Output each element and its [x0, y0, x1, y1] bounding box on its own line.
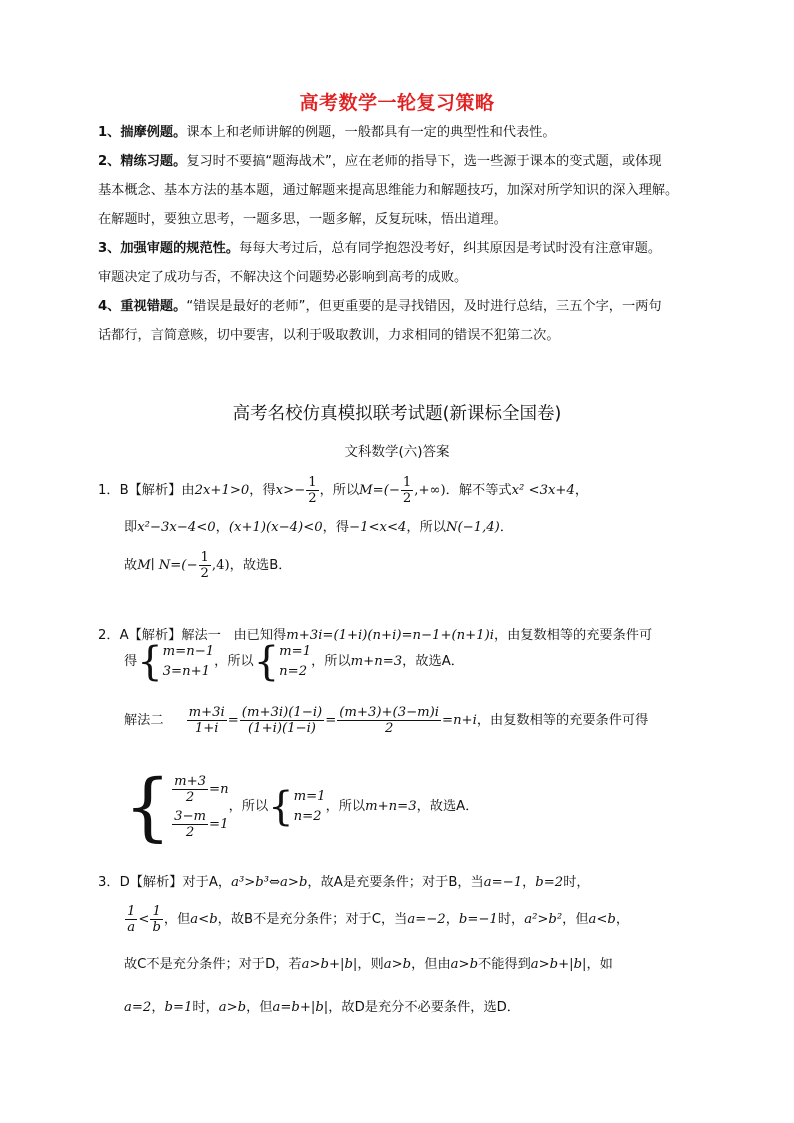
q1-l2-g: ，所以 [406, 520, 446, 535]
q3-line-4 [124, 998, 520, 1018]
strategy-2-line-3: 在解题时，要独立思考，一题多思，一题多解，反复玩味，悟出道理。 [98, 212, 507, 227]
q1-l2-c: ， [215, 520, 229, 535]
q2-system-3-brace: { [124, 764, 172, 850]
q1-text-1: 由 [181, 482, 195, 498]
q2-s3r1-den: 2 [185, 790, 195, 805]
q2-l3-b: =n+i [442, 712, 477, 728]
q2-system-4 [268, 784, 326, 830]
q3-l2-g: 时， [497, 911, 525, 927]
q1-text-4: ．解不等式 [445, 482, 512, 498]
q2-system-2-row-2: n=2 [279, 664, 308, 679]
q2-system-4-brace: { [268, 784, 294, 830]
q1-l3-b: M∣ N=(− [137, 557, 198, 573]
q1-label: 1．B【解析】 [98, 482, 182, 498]
q3-l4-a: a=2 [124, 1000, 152, 1015]
strategy-3-head: 3、加强审题的规范性。 [98, 241, 240, 256]
q2-line-4 [124, 764, 479, 850]
q2-s3r1-num: m+3 [174, 774, 207, 789]
q1-l3-a: 故 [124, 557, 138, 573]
q2-text-1: 由已知得 [233, 628, 287, 643]
q2-l4-b: ，所以 [325, 799, 366, 814]
q2-l4-c: m+n=3 [365, 799, 417, 814]
q3-l4-h: ，故D是充分不必要条件，选D． [328, 1000, 520, 1015]
q2-l2-b: ，所以 [214, 654, 254, 669]
q2-frac-1 [187, 705, 227, 736]
q2-system-2-brace: { [253, 639, 280, 685]
q1-l2-f: −1<x<4 [349, 520, 407, 535]
q3-l1-a: 对于A， [182, 875, 232, 890]
q1-line-2 [124, 518, 513, 538]
exam-subtitle: 文科数学(六)答案 [344, 444, 450, 460]
q3-l1-d: a=−1 [483, 875, 523, 890]
q1-expr-5: x² <3x+4 [511, 482, 575, 498]
q1-l2-a: 即 [124, 520, 138, 535]
q2-s3r2-frac [172, 809, 208, 840]
q3-l3-g: 不能得到 [478, 957, 531, 972]
q3-label: 3．D【解析】 [98, 875, 183, 890]
q3-l2-a: ，但 [163, 911, 191, 927]
q3-l2-h: a²>b² [524, 911, 563, 927]
q3-l1-g: 时， [563, 875, 590, 890]
q2-line-2 [124, 639, 464, 685]
q2-system-3-row-2 [171, 809, 229, 840]
q1-text-3: ，所以 [319, 482, 360, 498]
q3-l2-lt: < [138, 911, 150, 927]
strategy-2-head: 2、精练习题。 [98, 154, 187, 169]
q2-l2-a: 得 [124, 654, 138, 669]
q1-l2-h: N(−1,4) [445, 520, 500, 535]
q3-l3-i: ，如 [586, 957, 613, 972]
q3-l1-c: ，故A是充要条件；对于B，当 [307, 875, 484, 890]
q3-l2-j: a<b [588, 911, 616, 927]
strategy-4 [98, 297, 662, 317]
q2-l2-e: ，故选A． [402, 654, 464, 669]
q2-frac-3-den: 2 [384, 721, 394, 736]
strategy-1-line-1: 课本上和老师讲解的例题，一般都具有一定的典型性和代表性。 [186, 125, 556, 140]
q2-l3-c: ，由复数相等的充要条件可得 [476, 712, 649, 728]
q2-l3-a: 解法二 [124, 712, 164, 728]
q3-l3-b: a>b+|b| [301, 957, 358, 972]
q2-text-2: ，由复数相等的充要条件可 [493, 628, 653, 643]
q2-system-1-row-1: m=n−1 [162, 644, 215, 659]
q3-frac-1 [125, 904, 137, 935]
q1-expr-2: x>− [275, 482, 306, 498]
q2-s3r2-num: 3−m [174, 809, 207, 824]
q1-frac-2-den: 2 [402, 491, 412, 506]
q1-frac-2-num: 1 [402, 475, 412, 490]
q3-frac-1-den: a [127, 920, 136, 935]
q2-frac-1-num: m+3i [188, 705, 225, 720]
q1-expr-3: M=(− [359, 482, 400, 498]
q2-s3r1-frac [172, 774, 208, 805]
q1-l3-e: ，故选B． [229, 557, 292, 573]
q3-l3-f: a>b [450, 957, 479, 972]
strategy-3-line-1: 每每大考过后，总有同学抱怨没考好，纠其原因是考试时没有注意审题。 [239, 241, 662, 256]
q3-l4-f: ，但 [246, 1000, 273, 1015]
strategy-3 [98, 239, 661, 259]
q1-frac-1-num: 1 [308, 475, 317, 490]
q2-l2-c: ，所以 [311, 654, 351, 669]
q2-l2-d: m+n=3 [350, 654, 403, 669]
strategy-2-line-2: 基本概念、基本方法的基本题，通过解题来提高思维能力和解题技巧，加深对所学知识的深入理解。 [98, 183, 679, 198]
q2-s3r2-den: 2 [185, 825, 195, 840]
q2-l4-a: ，所以 [228, 799, 269, 814]
q2-system-1 [137, 639, 215, 685]
q2-frac-3-num: (m+3)+(3−m)i [339, 705, 440, 720]
q2-frac-3 [337, 705, 441, 736]
q2-s3r2-eq: =1 [209, 817, 229, 832]
q2-system-3 [124, 764, 229, 850]
q1-l2-d: (x+1)(x−4)<0 [228, 520, 323, 535]
q3-l4-d: 时， [192, 1000, 219, 1015]
q2-frac-1-den: 1+i [194, 721, 219, 736]
q3-l2-e: ， [445, 911, 459, 927]
strategy-2 [98, 152, 662, 172]
q1-expr-4: ,+∞) [414, 482, 446, 498]
q1-l2-e: ，得 [322, 520, 350, 535]
strategy-1 [98, 123, 556, 143]
q1-text-5: ， [574, 482, 589, 498]
q2-s3r1-eq: =n [209, 782, 229, 797]
q1-l3-frac-num: 1 [200, 550, 209, 565]
q2-line-3 [124, 705, 648, 736]
strategy-4-head: 4、重视错题。 [98, 299, 187, 314]
strategy-2-line-1: 复习时不要搞“题海战术”，应在老师的指导下，选一些源于课本的变式题，或体现 [186, 154, 662, 169]
q2-frac-2-num: (m+3i)(1−i) [241, 705, 323, 720]
q3-l4-g: a=b+|b| [272, 1000, 329, 1015]
page-title: 高考数学一轮复习策略 [299, 92, 495, 114]
q2-label: 2．A【解析】解法一 [98, 628, 221, 643]
q1-l2-b: x²−3x−4<0 [137, 520, 216, 535]
q1-frac-1 [306, 475, 318, 506]
q3-l2-d: a=−2 [407, 911, 446, 927]
q3-frac-2 [150, 904, 162, 935]
q3-l3-a: 故C不是充分条件；对于D，若 [124, 957, 302, 972]
q1-l3-c: ,4) [211, 557, 230, 573]
q3-frac-2-num: 1 [152, 904, 161, 919]
exam-title: 高考名校仿真模拟联考试题(新课标全国卷) [232, 404, 562, 424]
q3-l3-c: ，则 [357, 957, 384, 972]
q1-l3-frac [199, 550, 211, 581]
q1-line-1 [98, 475, 588, 506]
q1-text-2: ，得 [249, 482, 276, 498]
q3-l2-f: b=−1 [458, 911, 498, 927]
q1-l3-frac-den: 2 [200, 566, 209, 581]
strategy-4-line-2: 话都行，言简意赅，切中要害，以利于吸取教训，力求相同的错误不犯第二次。 [98, 328, 560, 343]
q1-frac-2 [401, 475, 413, 506]
q3-l2-k: ， [615, 911, 630, 927]
q2-system-3-row-1 [171, 774, 229, 805]
q3-l3-d: a>b [383, 957, 412, 972]
q3-line-1 [98, 873, 590, 893]
q2-system-2-row-1: m=1 [279, 644, 312, 659]
q2-l4-d: ，故选A． [416, 799, 479, 814]
strategy-1-head: 1、揣摩例题。 [98, 125, 187, 140]
q3-l3-h: a>b+|b| [530, 957, 587, 972]
q2-eq-1: = [227, 712, 239, 728]
strategy-3-line-2: 审题决定了成功与否，不解决这个问题势必影响到高考的成败。 [98, 270, 468, 285]
q1-l2-i: ． [499, 520, 513, 535]
q2-system-2 [253, 639, 312, 685]
q3-line-3 [124, 955, 613, 975]
q2-system-1-row-2: 3=n+1 [162, 664, 211, 679]
q3-l4-e: a>b [218, 1000, 247, 1015]
q2-expr-1: m+3i=(1+i)(n+i)=n−1+(n+1)i [286, 628, 494, 643]
q3-l4-c: b=1 [164, 1000, 193, 1015]
q2-frac-2-den: (1+i)(1−i) [248, 721, 316, 736]
q2-frac-2 [240, 705, 324, 736]
q1-line-3 [124, 550, 291, 581]
strategy-4-line-1: “错误是最好的老师”，但更重要的是寻找错因，及时进行总结，三五个字，一两句 [186, 299, 662, 314]
q3-frac-1-num: 1 [127, 904, 136, 919]
q3-l2-b: a<b [190, 911, 218, 927]
q3-line-2 [124, 904, 629, 935]
q2-eq-2: = [325, 712, 337, 728]
q3-l1-f: b=2 [535, 875, 564, 890]
q3-l2-i: ，但 [562, 911, 589, 927]
q3-l1-b: a³>b³⇔a>b [231, 875, 308, 890]
q3-l1-e: ， [522, 875, 536, 890]
q2-system-4-row-2: n=2 [293, 809, 322, 824]
q2-system-4-row-1: m=1 [293, 789, 326, 804]
q1-expr-1: 2x+1>0 [194, 482, 250, 498]
q3-l2-c: ，故B不是充分条件；对于C，当 [217, 911, 408, 927]
q3-l4-b: ， [151, 1000, 165, 1015]
q3-frac-2-den: b [152, 920, 161, 935]
q1-frac-1-den: 2 [308, 491, 317, 506]
q2-system-1-brace: { [137, 639, 163, 685]
q3-l3-e: ，但由 [411, 957, 451, 972]
